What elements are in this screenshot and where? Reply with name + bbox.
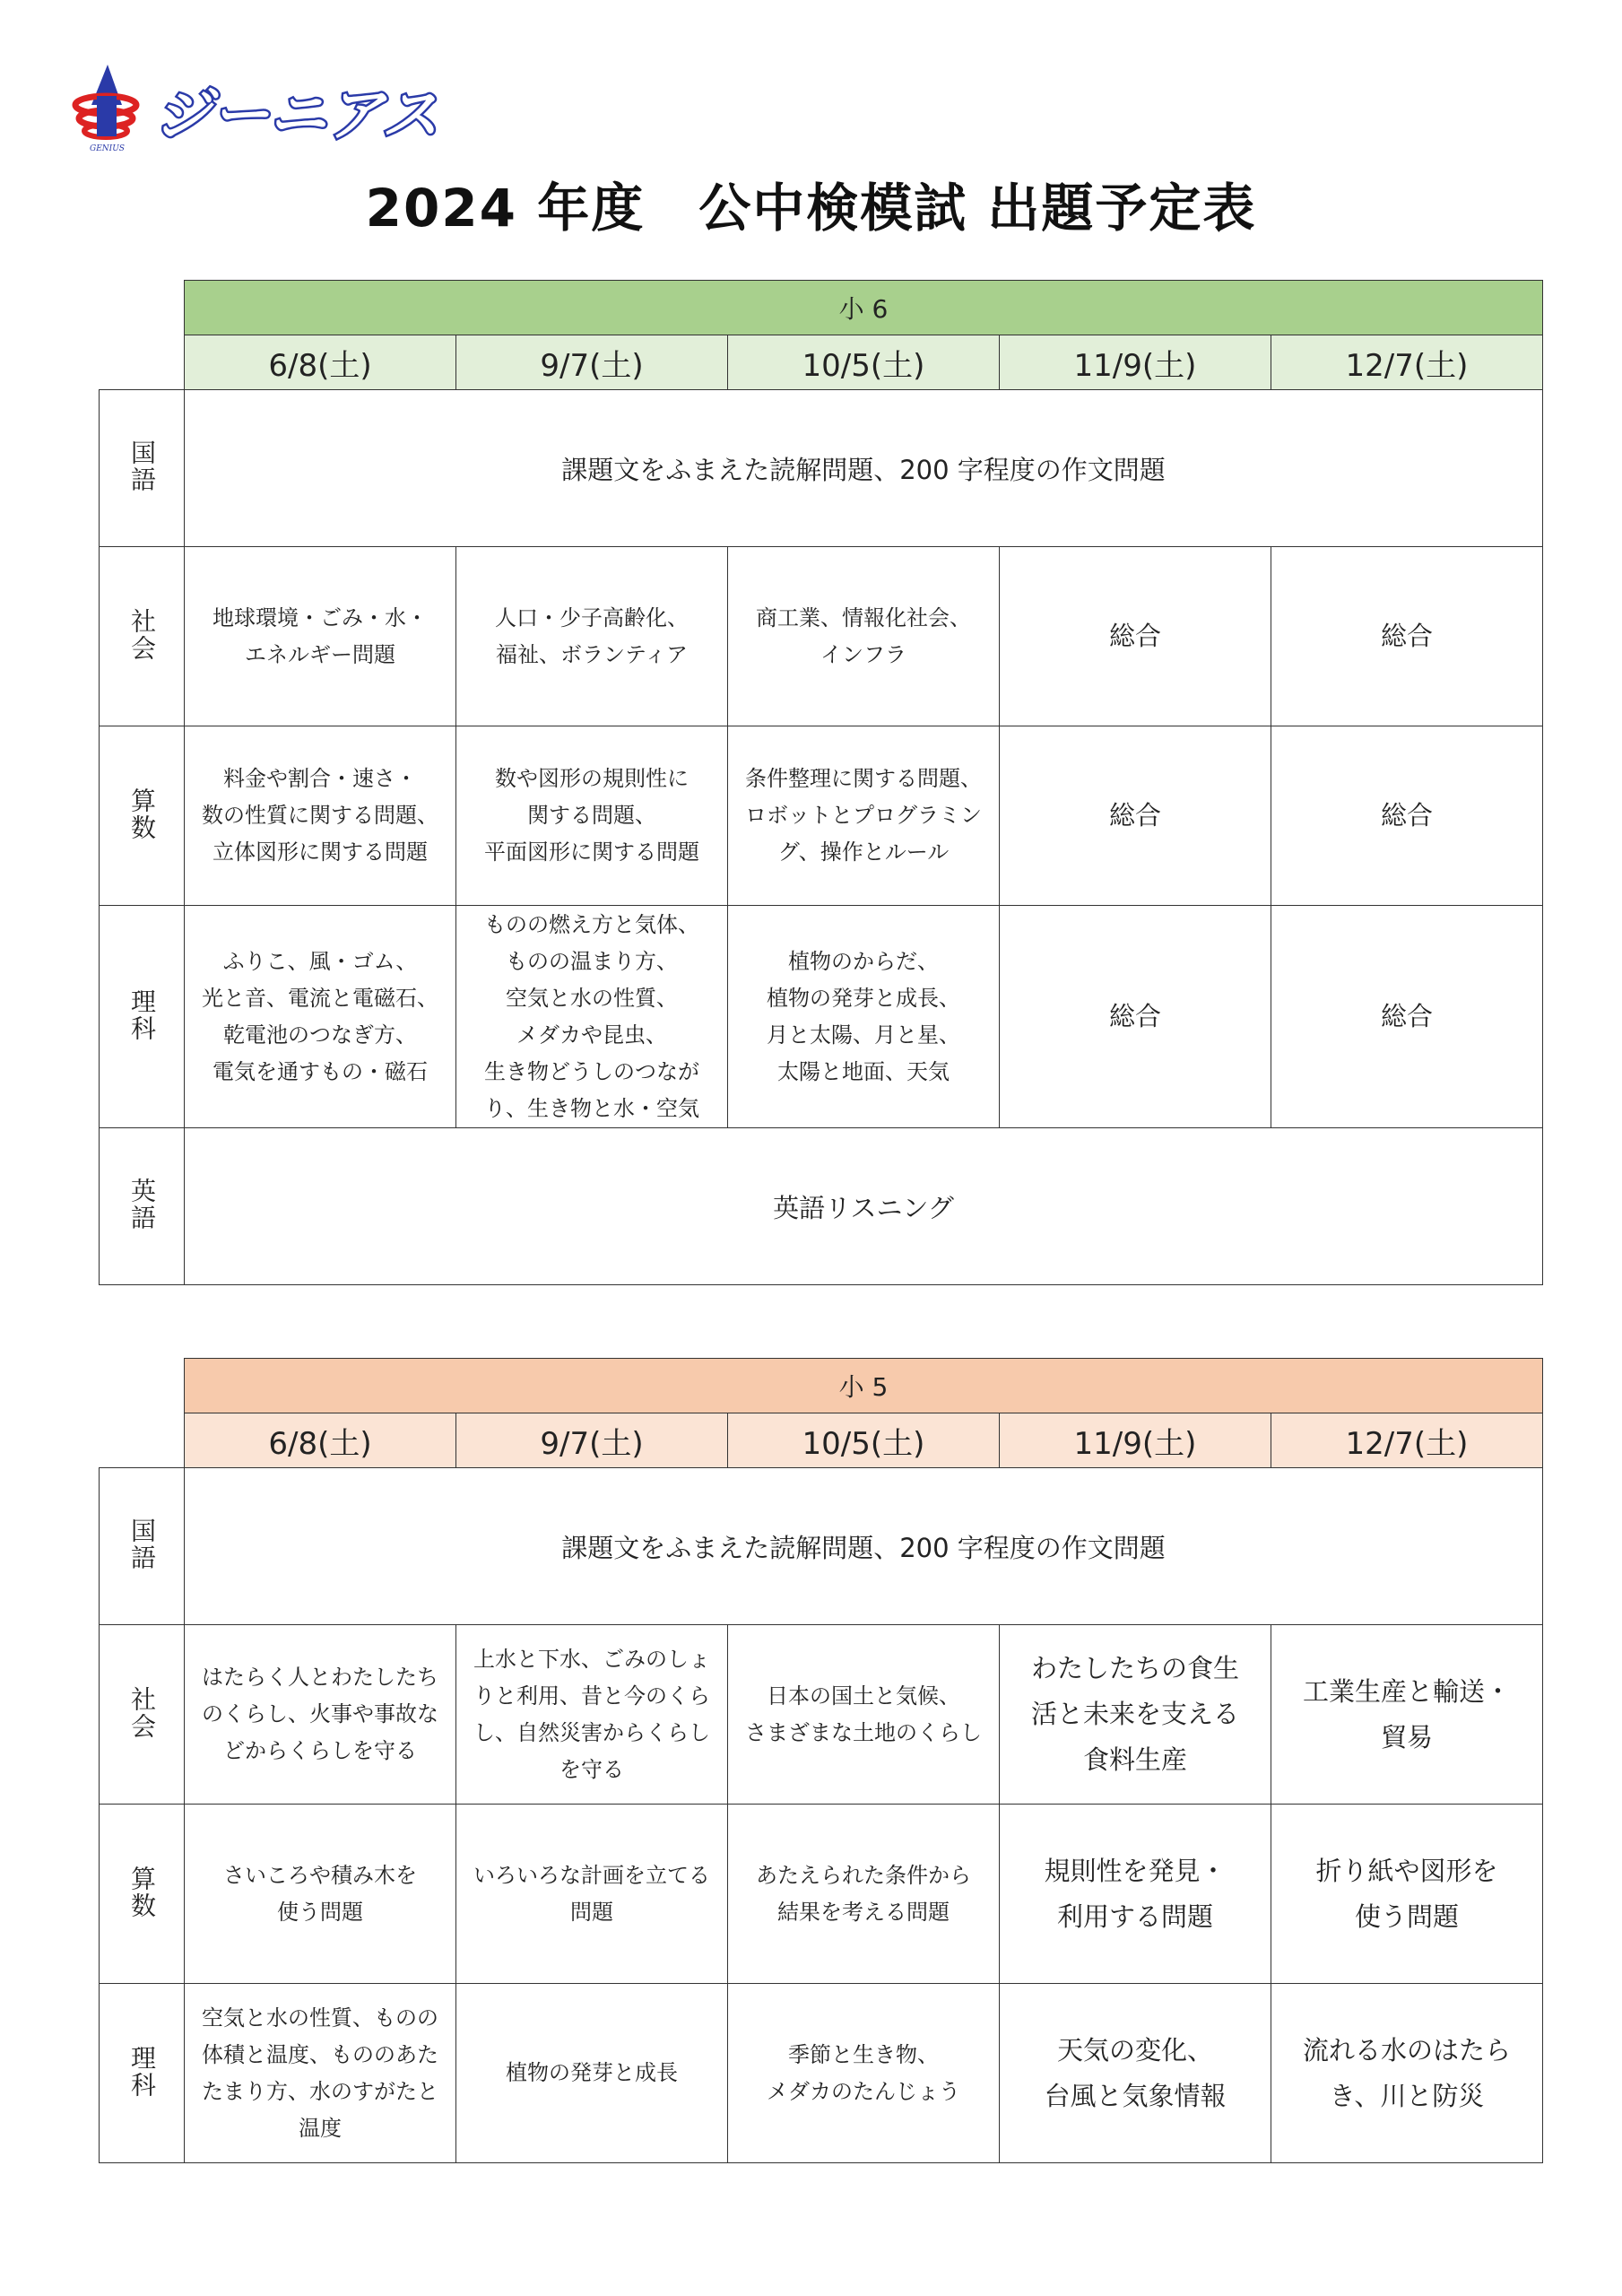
grade5-shakai-cell: 日本の国土と気候、 さまざまな土地のくらし <box>728 1625 1000 1805</box>
grade6-rika-cell: 植物のからだ、 植物の発芽と成長、 月と太陽、月と星、 太陽と地面、天気 <box>728 906 1000 1128</box>
grade5-row-rika <box>100 1984 1543 2163</box>
grade5-shakai-cell: はたらく人とわたしたち のくらし、火事や事故な どからくらしを守る <box>185 1625 456 1805</box>
grade5-rika-cell: 流れる水のはたら き、川と防災 <box>1271 1984 1543 2163</box>
grade6-row-sansu <box>100 726 1543 906</box>
grade5-schedule-table <box>99 1358 1543 2163</box>
subject-label: 英語 <box>100 1128 185 1285</box>
genius-logo <box>56 56 477 154</box>
grade5-shakai-cell: わたしたちの食生 活と未来を支える 食料生産 <box>1000 1625 1271 1805</box>
subject-label: 算数 <box>100 726 185 906</box>
grade6-rika-cell: 総合 <box>1271 906 1543 1128</box>
subject-label: 国語 <box>100 390 185 547</box>
page-title: 2024 年度 公中検模試 出題予定表 <box>365 178 1257 239</box>
grade5-date-1: 6/8(土) <box>185 1413 456 1468</box>
grade5-date-4: 11/9(土) <box>1000 1413 1271 1468</box>
grade5-row-sansu <box>100 1805 1543 1984</box>
grade6-shakai-cell: 商工業、情報化社会、 インフラ <box>728 547 1000 726</box>
grade5-sansu-cell: 折り紙や図形を 使う問題 <box>1271 1805 1543 1984</box>
subject-label: 社会 <box>100 547 185 726</box>
grade6-shakai-cell: 総合 <box>1271 547 1543 726</box>
grade6-row-rika <box>100 906 1543 1128</box>
grade5-header: 小 5 <box>185 1359 1543 1413</box>
grade6-sansu-cell: 総合 <box>1271 726 1543 906</box>
grade5-row-shakai <box>100 1625 1543 1805</box>
grade5-date-5: 12/7(土) <box>1271 1413 1543 1468</box>
grade6-sansu-cell: 条件整理に関する問題、 ロボットとプログラミン グ、操作とルール <box>728 726 1000 906</box>
grade6-row-kokugo <box>100 390 1543 547</box>
grade6-sansu-cell: 料金や割合・速さ・ 数の性質に関する問題、 立体図形に関する問題 <box>185 726 456 906</box>
logo-sub-text: GENIUS <box>90 144 125 153</box>
grade6-sansu-cell: 数や図形の規則性に 関する問題、 平面図形に関する問題 <box>456 726 728 906</box>
grade5-rika-cell: 天気の変化、 台風と気象情報 <box>1000 1984 1271 2163</box>
grade5-shakai-cell: 上水と下水、ごみのしょ りと利用、昔と今のくら し、自然災害からくらし を守る <box>456 1625 728 1805</box>
grade6-date-5: 12/7(土) <box>1271 335 1543 390</box>
grade6-shakai-cell: 人口・少子高齢化、 福祉、ボランティア <box>456 547 728 726</box>
grade5-rika-cell: 季節と生き物、 メダカのたんじょう <box>728 1984 1000 2163</box>
subject-label: 理科 <box>100 1984 185 2163</box>
grade6-schedule-table <box>99 280 1543 1285</box>
grade5-sansu-cell: さいころや積み木を 使う問題 <box>185 1805 456 1984</box>
grade5-date-2: 9/7(土) <box>456 1413 728 1468</box>
grade5-rika-cell: 空気と水の性質、ものの 体積と温度、もののあた たまり方、水のすがたと 温度 <box>185 1984 456 2163</box>
subject-label: 算数 <box>100 1805 185 1984</box>
grade5-sansu-cell: あたえられた条件から 結果を考える問題 <box>728 1805 1000 1984</box>
grade5-shakai-cell: 工業生産と輸送・ 貿易 <box>1271 1625 1543 1805</box>
subject-label: 社会 <box>100 1625 185 1805</box>
grade6-rika-cell: ふりこ、風・ゴム、 光と音、電流と電磁石、 乾電池のつなぎ方、 電気を通すもの・磁石 <box>185 906 456 1128</box>
subject-label: 理科 <box>100 906 185 1128</box>
grade6-shakai-cell: 地球環境・ごみ・水・ エネルギー問題 <box>185 547 456 726</box>
grade6-date-4: 11/9(土) <box>1000 335 1271 390</box>
grade5-kokugo-content: 課題文をふまえた読解問題、200 字程度の作文問題 <box>185 1468 1543 1625</box>
grade5-sansu-cell: いろいろな計画を立てる 問題 <box>456 1805 728 1984</box>
grade5-date-3: 10/5(土) <box>728 1413 1000 1468</box>
grade6-rika-cell: ものの燃え方と気体、 ものの温まり方、 空気と水の性質、 メダカや昆虫、 生き物どうしのつなが り、生き物と水・空気 <box>456 906 728 1128</box>
subject-label: 国語 <box>100 1468 185 1625</box>
grade6-row-eigo <box>100 1128 1543 1285</box>
logo-brand-text: ジーニアス <box>154 83 439 149</box>
grade6-date-3: 10/5(土) <box>728 335 1000 390</box>
grade6-sansu-cell: 総合 <box>1000 726 1271 906</box>
grade6-eigo-content: 英語リスニング <box>185 1128 1543 1285</box>
grade6-date-1: 6/8(土) <box>185 335 456 390</box>
logo-emblem-icon <box>75 65 136 137</box>
grade6-row-shakai <box>100 547 1543 726</box>
grade6-kokugo-content: 課題文をふまえた読解問題、200 字程度の作文問題 <box>185 390 1543 547</box>
grade5-sansu-cell: 規則性を発見・ 利用する問題 <box>1000 1805 1271 1984</box>
grade6-shakai-cell: 総合 <box>1000 547 1271 726</box>
grade5-rika-cell: 植物の発芽と成長 <box>456 1984 728 2163</box>
grade6-header: 小 6 <box>185 281 1543 335</box>
grade6-date-2: 9/7(土) <box>456 335 728 390</box>
grade6-rika-cell: 総合 <box>1000 906 1271 1128</box>
grade5-row-kokugo <box>100 1468 1543 1625</box>
